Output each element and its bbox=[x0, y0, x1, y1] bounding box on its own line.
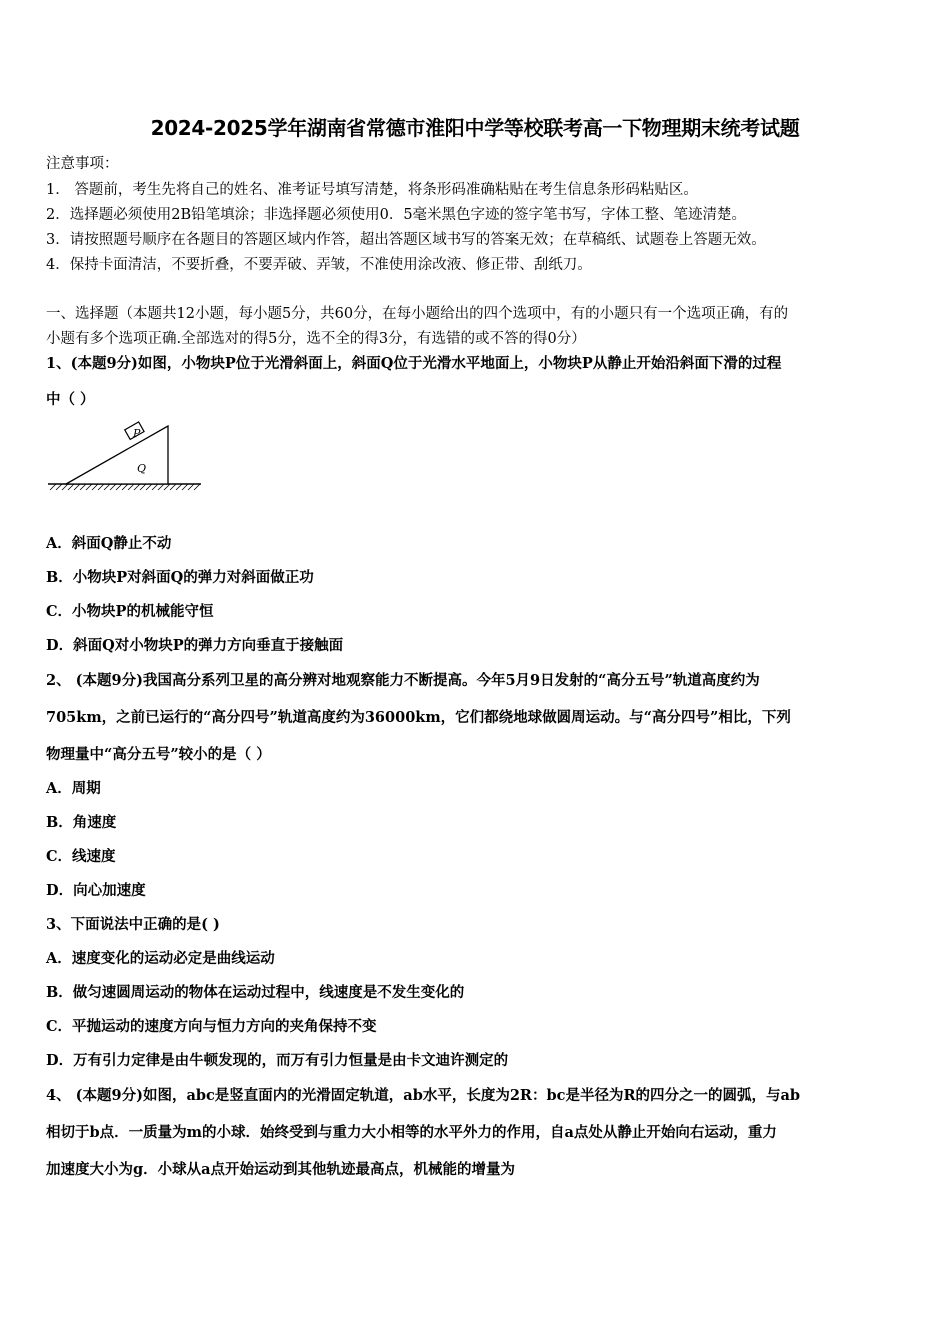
question-1-stem-line-2: 中（ ） bbox=[46, 391, 95, 408]
question-2-option-b: B．角速度 bbox=[46, 814, 117, 831]
question-2-option-a: A．周期 bbox=[46, 780, 101, 797]
question-2-stem-line-2: 705km，之前已运行的“高分四号”轨道高度约为36000km，它们都绕地球做圆周运动。与“高分四号”相比，下列 bbox=[46, 709, 791, 726]
question-1-option-b: B．小物块P对斜面Q的弹力对斜面做正功 bbox=[46, 569, 314, 586]
page-title: 2024-2025学年湖南省常德市淮阳中学等校联考高一下物理期末统考试题 bbox=[150, 116, 800, 140]
question-3-option-b: B．做匀速圆周运动的物体在运动过程中，线速度是不发生变化的 bbox=[46, 984, 465, 1001]
notice-item-2: 2．选择题必须使用2B铅笔填涂；非选择题必须使用0．5毫米黑色字迹的签字笔书写，字体工整、笔迹清楚。 bbox=[46, 207, 747, 223]
question-2-option-c: C．线速度 bbox=[46, 848, 116, 865]
question-2-option-d: D．向心加速度 bbox=[46, 882, 146, 899]
notice-item-1: 1． 答题前，考生先将自己的姓名、准考证号填写清楚，将条形码准确粘贴在考生信息条形码粘贴区。 bbox=[46, 182, 698, 198]
block-p-label: P bbox=[133, 427, 141, 440]
question-3-option-d: D．万有引力定律是由牛顿发现的，而万有引力恒量是由卡文迪许测定的 bbox=[46, 1052, 509, 1069]
question-3-option-a: A．速度变化的运动必定是曲线运动 bbox=[46, 950, 275, 967]
question-1-option-d: D．斜面Q对小物块P的弹力方向垂直于接触面 bbox=[46, 637, 344, 654]
question-4-stem-line-2: 相切于b点．一质量为m的小球．始终受到与重力大小相等的水平外力的作用，自a点处从静止开始向右运动，重力 bbox=[46, 1124, 777, 1141]
question-1-option-a: A．斜面Q静止不动 bbox=[46, 535, 172, 552]
question-4-stem-line-3: 加速度大小为g．小球从a点开始运动到其他轨迹最高点，机械能的增量为 bbox=[46, 1161, 516, 1178]
ground-hatching bbox=[50, 484, 200, 490]
question-1-stem-line-1: 1、(本题9分)如图，小物块P位于光滑斜面上，斜面Q位于光滑水平地面上，小物块P从静止开始沿斜面下滑的过程 bbox=[46, 355, 782, 372]
section-instructions-line-1: 一、选择题（本题共12小题，每小题5分，共60分，在每小题给出的四个选项中，有的小题只有一个选项正确，有的 bbox=[46, 306, 789, 322]
question-4-stem-line-1: 4、 (本题9分)如图，abc是竖直面内的光滑固定轨道，ab水平，长度为2R：bc是半径为R的四分之一的圆弧，与ab bbox=[46, 1087, 801, 1104]
question-2-stem-line-3: 物理量中“高分五号”较小的是（ ） bbox=[46, 746, 271, 763]
notice-heading: 注意事项： bbox=[46, 156, 119, 172]
wedge-q bbox=[66, 426, 168, 484]
question-3-option-c: C．平抛运动的速度方向与恒力方向的夹角保持不变 bbox=[46, 1018, 377, 1035]
notice-item-4: 4．保持卡面清洁，不要折叠，不要弄破、弄皱，不准使用涂改液、修正带、刮纸刀。 bbox=[46, 257, 592, 273]
question-3-stem: 3、下面说法中正确的是( ) bbox=[46, 916, 220, 933]
question-2-stem-line-1: 2、 (本题9分)我国高分系列卫星的高分辨对地观察能力不断提高。今年5月9日发射的“高分五号”轨道高度约为 bbox=[46, 672, 760, 689]
notice-item-3: 3．请按照题号顺序在各题目的答题区域内作答，超出答题区域书写的答案无效；在草稿纸、试题卷上答题无效。 bbox=[46, 232, 766, 248]
wedge-q-label: Q bbox=[137, 462, 147, 475]
incline-diagram bbox=[46, 418, 206, 498]
section-instructions-line-2: 小题有多个选项正确.全部选对的得5分，选不全的得3分，有选错的或不答的得0分） bbox=[46, 331, 586, 347]
question-1-option-c: C．小物块P的机械能守恒 bbox=[46, 603, 214, 620]
